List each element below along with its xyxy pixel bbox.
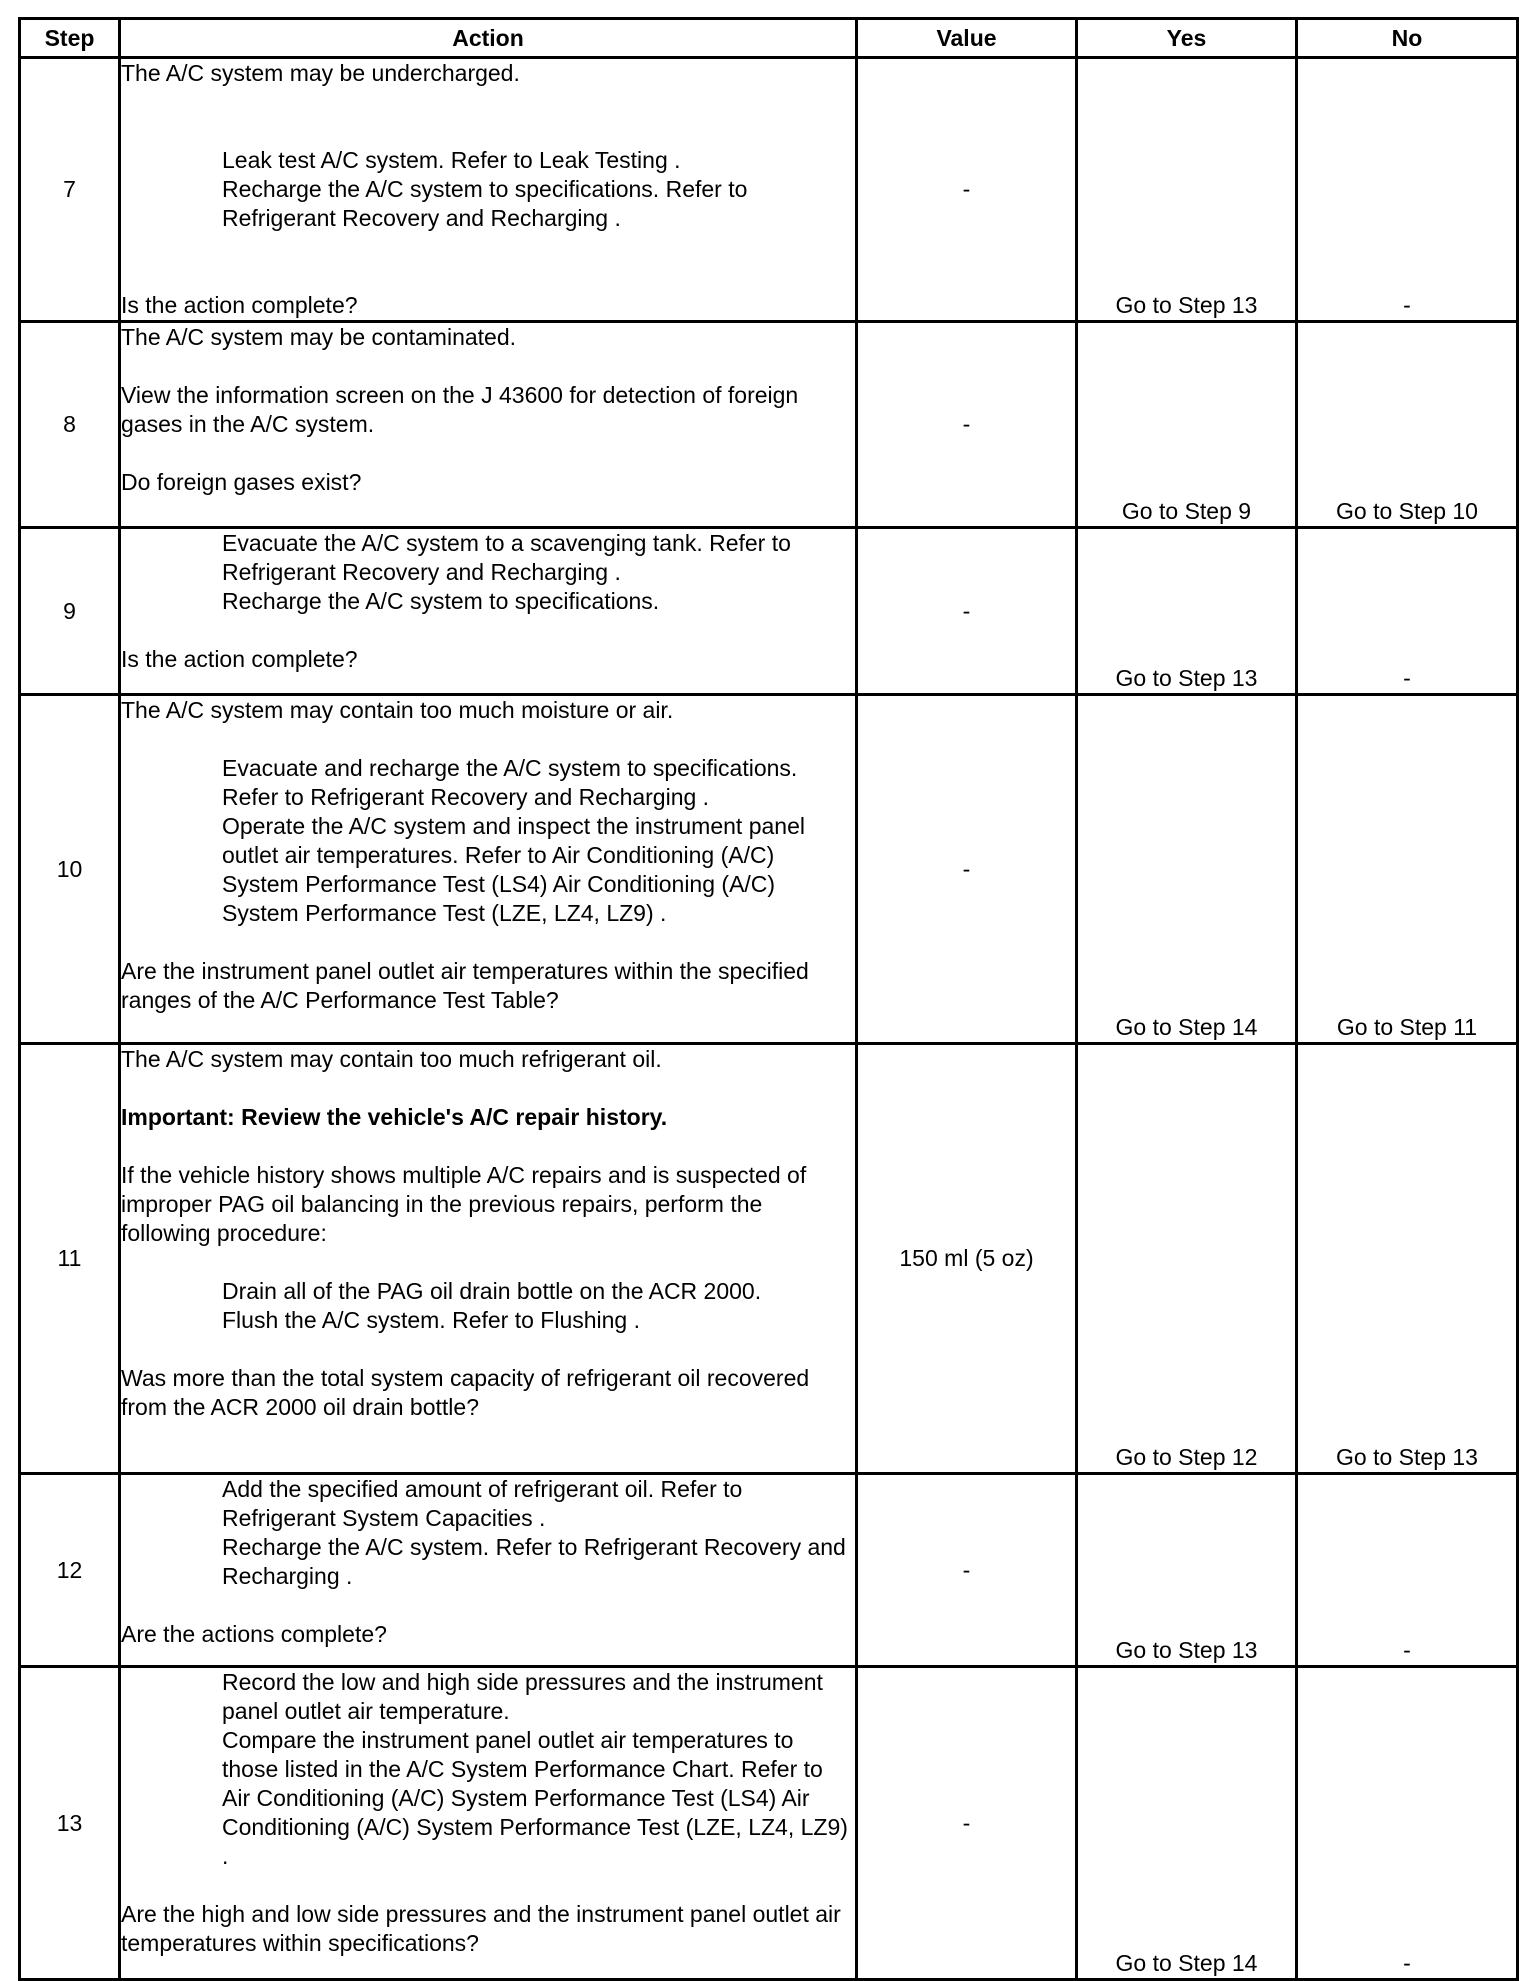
action-item: Compare the instrument panel outlet air temperatures to those listed in the A/C System Performance Chart. Refer to Air Conditioning (A/C) System Performance Test (LS4) Air Conditioning (A/C) System Performance Test (LZE, LZ4, LZ9) . (222, 1727, 848, 1869)
action-body: View the information screen on the J 43600 for detection of foreign gases in the A/C system. (121, 382, 799, 437)
step-number: 9 (20, 528, 120, 695)
value-cell: - (857, 58, 1077, 322)
action-question: Do foreign gases exist? (121, 469, 362, 495)
yes-cell: Go to Step 9 (1077, 322, 1297, 528)
header-action: Action (120, 19, 857, 58)
table-row-step-13 (20, 1667, 1518, 1980)
action-cell (120, 1044, 857, 1474)
action-cell (120, 1474, 857, 1667)
value-cell: - (857, 695, 1077, 1044)
action-intro: The A/C system may contain too much moisture or air. (121, 697, 674, 723)
action-cell (120, 528, 857, 695)
action-intro: The A/C system may be contaminated. (121, 324, 517, 350)
diagnostic-table (18, 17, 1519, 1981)
action-item: Drain all of the PAG oil drain bottle on the ACR 2000. (222, 1278, 762, 1304)
action-question: Are the instrument panel outlet air temperatures within the specified ranges of the A/C Performance Test Table? (121, 958, 809, 1013)
step-number: 7 (20, 58, 120, 322)
no-cell: Go to Step 11 (1297, 695, 1518, 1044)
action-question: Was more than the total system capacity of refrigerant oil recovered from the ACR 2000 oil drain bottle? (121, 1365, 810, 1420)
action-intro: The A/C system may contain too much refrigerant oil. (121, 1046, 662, 1072)
yes-cell: Go to Step 12 (1077, 1044, 1297, 1474)
yes-cell: Go to Step 13 (1077, 528, 1297, 695)
action-important: Important: Review the vehicle's A/C repair history. (121, 1104, 668, 1130)
table-row-step-9 (20, 528, 1518, 695)
yes-cell: Go to Step 14 (1077, 695, 1297, 1044)
value-cell: - (857, 1667, 1077, 1980)
step-number: 10 (20, 695, 120, 1044)
action-item: Recharge the A/C system. Refer to Refrigerant Recovery and Recharging . (222, 1534, 846, 1589)
yes-cell: Go to Step 13 (1077, 58, 1297, 322)
header-step: Step (20, 19, 120, 58)
action-intro: The A/C system may be undercharged. (121, 60, 520, 86)
header-no: No (1297, 19, 1518, 58)
action-item: Record the low and high side pressures and the instrument panel outlet air temperature. (222, 1669, 823, 1724)
step-number: 8 (20, 322, 120, 528)
action-item: Add the specified amount of refrigerant oil. Refer to Refrigerant System Capacities . (222, 1476, 743, 1531)
action-item: Leak test A/C system. Refer to Leak Testing . (222, 147, 681, 173)
header-value: Value (857, 19, 1077, 58)
value-cell: - (857, 528, 1077, 695)
value-cell: 150 ml (5 oz) (857, 1044, 1077, 1474)
value-cell: - (857, 1474, 1077, 1667)
no-cell: Go to Step 13 (1297, 1044, 1518, 1474)
no-cell: Go to Step 10 (1297, 322, 1518, 528)
action-question: Is the action complete? (121, 646, 358, 672)
action-item: Recharge the A/C system to specifications. (222, 588, 660, 614)
table-row-step-8 (20, 322, 1518, 528)
action-body: If the vehicle history shows multiple A/C repairs and is suspected of improper PAG oil balancing in the previous repairs, perform the following procedure: (121, 1162, 807, 1246)
action-item: Recharge the A/C system to specifications. Refer to Refrigerant Recovery and Recharging . (222, 176, 748, 231)
action-item: Flush the A/C system. Refer to Flushing . (222, 1307, 640, 1333)
table-row-step-12 (20, 1474, 1518, 1667)
action-item: Operate the A/C system and inspect the instrument panel outlet air temperatures. Refer to Air Conditioning (A/C) System Performance Test (LS4) Air Conditioning (A/C) System Performance Test (LZE, LZ4, LZ9) . (222, 813, 805, 926)
action-cell (120, 58, 857, 322)
value-cell: - (857, 322, 1077, 528)
action-item: Evacuate the A/C system to a scavenging tank. Refer to Refrigerant Recovery and Recharging . (222, 530, 791, 585)
yes-cell: Go to Step 14 (1077, 1667, 1297, 1980)
header-row (20, 19, 1518, 58)
action-cell (120, 695, 857, 1044)
table-row-step-7 (20, 58, 1518, 322)
step-number: 11 (20, 1044, 120, 1474)
action-cell (120, 1667, 857, 1980)
action-cell (120, 322, 857, 528)
action-question: Is the action complete? (121, 292, 358, 318)
no-cell: - (1297, 528, 1518, 695)
no-cell: - (1297, 1474, 1518, 1667)
no-cell: - (1297, 58, 1518, 322)
action-question: Are the high and low side pressures and the instrument panel outlet air temperatures within specifications? (121, 1901, 841, 1956)
action-item: Evacuate and recharge the A/C system to specifications. Refer to Refrigerant Recovery and Recharging . (222, 755, 798, 810)
table-row-step-11 (20, 1044, 1518, 1474)
step-number: 12 (20, 1474, 120, 1667)
step-number: 13 (20, 1667, 120, 1980)
yes-cell: Go to Step 13 (1077, 1474, 1297, 1667)
no-cell: - (1297, 1667, 1518, 1980)
table-row-step-10 (20, 695, 1518, 1044)
action-question: Are the actions complete? (121, 1621, 387, 1647)
header-yes: Yes (1077, 19, 1297, 58)
diagnostic-table-sheet (18, 17, 1516, 1981)
